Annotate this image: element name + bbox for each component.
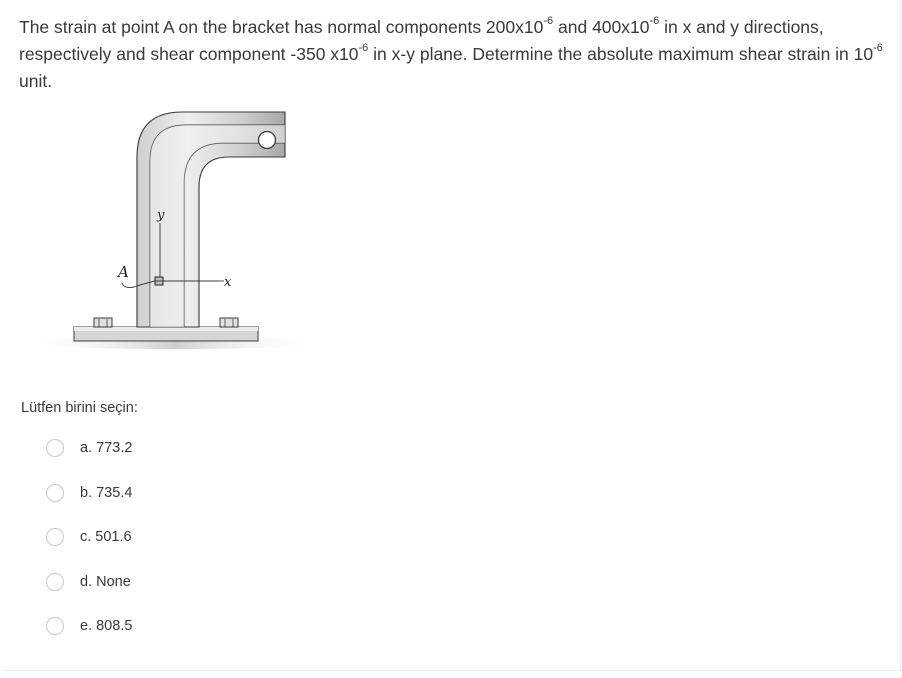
x-axis-label: x: [224, 275, 232, 290]
radio-button[interactable]: [46, 528, 64, 546]
exponent: -6: [873, 42, 883, 55]
answer-options: [46, 434, 132, 657]
point-a-label: A: [118, 263, 129, 281]
question-text-part: in x-y plane. Determine the absolute maximum shear strain in 10: [368, 44, 874, 64]
option-label[interactable]: d. None: [80, 573, 131, 590]
left-bolt-icon: [94, 318, 112, 327]
right-bolt-icon: [220, 318, 238, 327]
option-label[interactable]: e. 808.5: [80, 618, 133, 635]
radio-button[interactable]: [46, 439, 64, 457]
radio-button[interactable]: [46, 573, 64, 591]
exponent: -6: [358, 42, 369, 55]
y-axis-label: y: [157, 208, 165, 223]
option-label[interactable]: b. 735.4: [80, 484, 133, 501]
base-plate-highlight: [74, 327, 258, 331]
option-e[interactable]: [46, 612, 132, 657]
option-label[interactable]: c. 501.6: [80, 529, 132, 546]
option-b[interactable]: [46, 479, 132, 524]
exponent: -6: [649, 15, 660, 28]
bracket-figure: [24, 105, 324, 355]
question-text: [19, 14, 891, 95]
question-text-part: The strain at point A on the bracket has normal components 200x10: [19, 17, 544, 37]
question-text-part: and 400x10: [553, 17, 650, 37]
mounting-hole: [259, 132, 276, 149]
exponent: -6: [543, 15, 554, 28]
question-text-part: unit.: [19, 71, 53, 91]
question-text-part: in x and y directions, respectively and shear component -350 x10: [19, 17, 824, 64]
option-d[interactable]: [46, 568, 132, 613]
radio-button[interactable]: [46, 617, 64, 635]
radio-button[interactable]: [46, 484, 64, 502]
option-label[interactable]: a. 773.2: [80, 440, 133, 456]
question-card: [2, 0, 901, 671]
bracket-diagram: [24, 105, 324, 355]
answer-prompt: Lütfen birini seçin:: [21, 400, 138, 416]
option-c[interactable]: [46, 523, 132, 568]
option-a[interactable]: [46, 434, 132, 479]
